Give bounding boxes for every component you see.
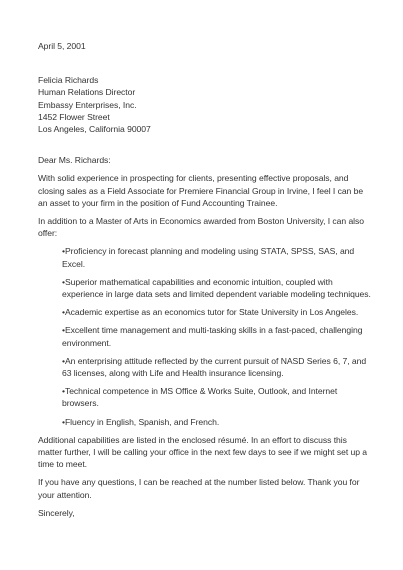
list-item: •Proficiency in forecast planning and modeling using STATA, SPSS, SAS, and Excel. — [62, 246, 355, 269]
followup-paragraph: Additional capabilities are listed in the enclosed résumé. In an effort to discuss this matter further, I will be calling your office in the next few days to see if we might set up a time to meet. — [38, 434, 368, 470]
contact-paragraph: If you have any questions, I can be reached at the number listed below. Thank you for your attention. — [38, 477, 360, 500]
intro-paragraph: With solid experience in prospecting for clients, presenting effective proposals, and closing sales as a Field Associate for Premiere Financial Group in Irvine, I feel I can be an asset to your firm in the position of Fund Accounting Trainee. — [38, 173, 364, 208]
salutation: Dear Ms. Richards: — [38, 155, 111, 166]
signoff: Sincerely, — [38, 507, 75, 518]
recipient-street: 1452 Flower Street — [38, 111, 110, 122]
letter-date: April 5, 2001 — [38, 41, 86, 51]
recipient-address — [38, 74, 372, 135]
list-item: •An enterprising attitude reflected by the current pursuit of NASD Series 6, 7, and 63 licenses, along with Life and Health insurance licensing. — [62, 355, 367, 379]
letter-body — [38, 40, 372, 525]
list-item: •Superior mathematical capabilities and economic intuition, coupled with experience in large data sets and limited dependent variable modeling techniques. — [62, 276, 371, 300]
list-item: •Excellent time management and multi-tasking skills in a fast-paced, challenging environment. — [62, 325, 363, 348]
list-item: •Academic expertise as an economics tutor for State University in Los Angeles. — [62, 307, 359, 318]
list-item: •Technical competence in MS Office & Works Suite, Outlook, and Internet browsers. — [62, 386, 338, 409]
recipient-title: Human Relations Director — [38, 87, 136, 98]
offer-paragraph: In addition to a Master of Arts in Economics awarded from Boston University, I can also offer: — [38, 216, 365, 239]
list-item: •Fluency in English, Spanish, and French. — [62, 416, 220, 427]
recipient-company: Embassy Enterprises, Inc. — [38, 99, 137, 110]
recipient-name: Felicia Richards — [38, 75, 99, 86]
qualifications-list — [38, 245, 372, 427]
recipient-city: Los Angeles, California 90007 — [38, 124, 151, 135]
